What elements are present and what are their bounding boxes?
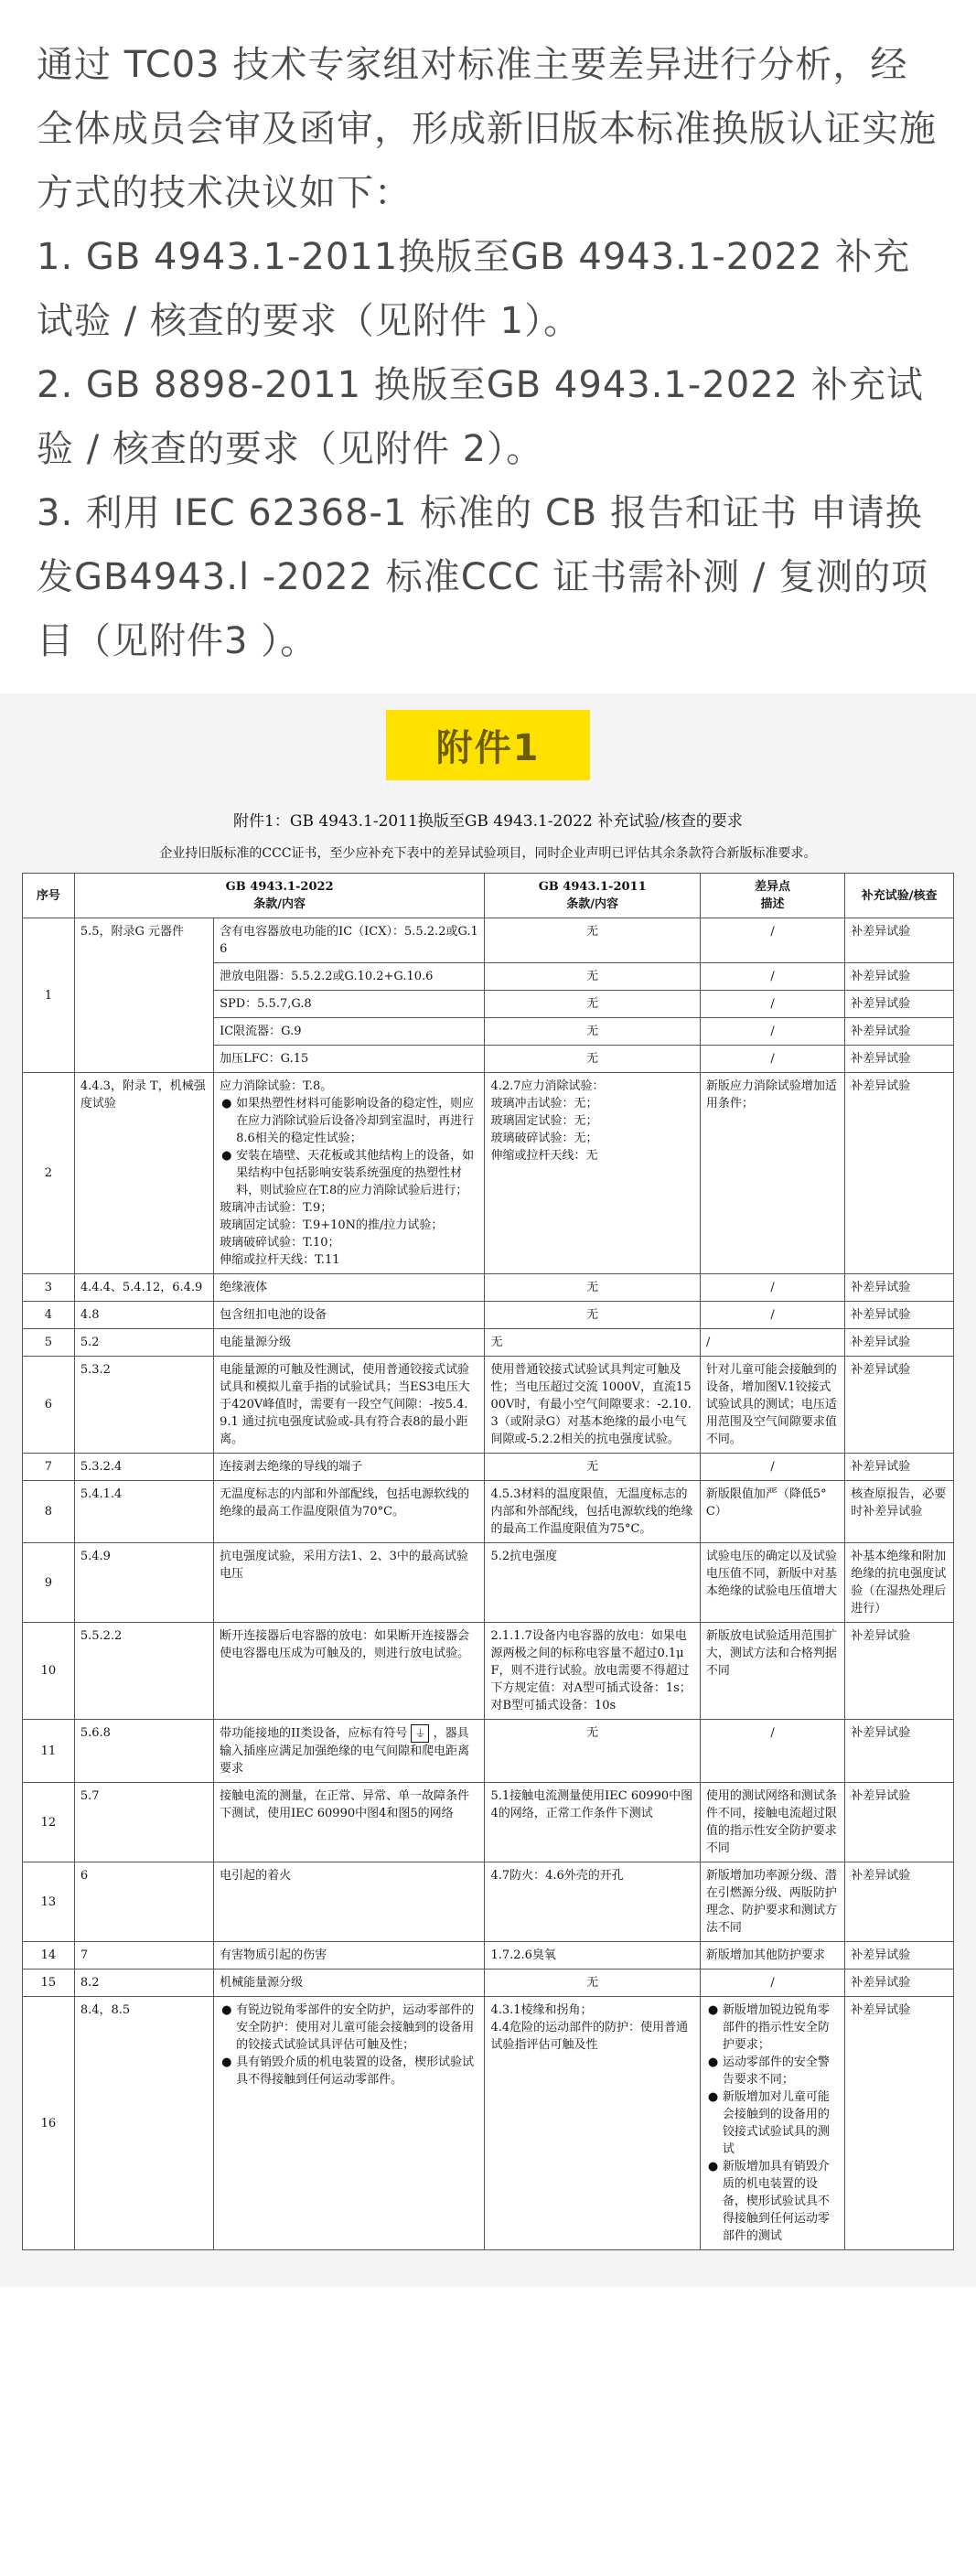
row-supp: 补差异试验: [845, 991, 954, 1018]
row-content: 抗电强度试验，采用方法1、2、3中的最高试验电压: [214, 1543, 485, 1623]
row-no: 16: [23, 1997, 75, 2250]
row-diff: /: [700, 1970, 844, 1997]
row-diff: /: [700, 1302, 844, 1329]
row-content: 电引起的着火: [214, 1862, 485, 1942]
row-content: IC限流器：G.9: [214, 1018, 485, 1046]
table-row: [23, 1783, 954, 1862]
row-supp: 补差异试验: [845, 918, 954, 963]
list-item: ● 新版增加对儿童可能会接触到的设备用的铰接式试验试具的测试: [707, 2090, 830, 2156]
list-item: ● 安装在墙壁、天花板或其他结构上的设备，如果结构中包括影响安装系统强度的热塑性材料，则试验应在T.8的应力消除试验后进行；: [221, 1149, 475, 1197]
row-diff: /: [700, 1329, 844, 1357]
list-item: ● 新版增加具有销毁介质的机电装置的设备，楔形试验试具不得接触到任何运动零部件的测试: [707, 2160, 830, 2243]
row-diff: 试验电压的确定以及试验电压值不同，新版中对基本绝缘的试验电压值增大: [700, 1543, 844, 1623]
intro-paragraph: 通过 TC03 技术专家组对标准主要差异进行分析，经全体成员会审及函审，形成新旧版本标准换版认证实施方式的技术决议如下：: [37, 44, 937, 214]
row-content: 包含纽扣电池的设备: [214, 1302, 485, 1329]
row-old: 无: [485, 1329, 700, 1357]
row-diff: 针对儿童可能会接触到的设备，增加图V.1铰接式试验试具的测试；电压适用范围及空气间隙要求值不同。: [700, 1357, 844, 1454]
row-supp: 补差异试验: [845, 1783, 954, 1862]
row-diff: /: [700, 991, 844, 1018]
row-content: [214, 1997, 485, 2250]
header-no: 序号: [23, 874, 75, 918]
row-supp: 补差异试验: [845, 963, 954, 991]
row-content: 加压LFC：G.15: [214, 1046, 485, 1073]
row-clause: 4.8: [74, 1302, 213, 1329]
row-content: 应力消除试验：T.8。 ● 如果热塑性材料可能影响设备的稳定性，则应在应力消除试验后设备冷却到室温时，再进行8.6相关的稳定性试验； ● 安装在墙壁、天花板或其他结构上的设备，如果结构中包括影响安装系统强度的热塑性材料，则试验应在T.8的应力消除试验后进行； 玻璃冲击试验：T.9； 玻璃固定试验：T.9+10N的推/拉力试验； 玻璃破碎试验：T.10； 伸缩或拉杆天线：T.11: [214, 1073, 485, 1274]
table-row: [23, 1073, 954, 1274]
row-diff: [700, 1997, 844, 2250]
table-row: [23, 1274, 954, 1302]
row-no: 14: [23, 1942, 75, 1970]
row-no: 11: [23, 1720, 75, 1783]
row-no: 3: [23, 1274, 75, 1302]
row-supp: 补差异试验: [845, 1046, 954, 1073]
row-content: 连接剥去绝缘的导线的端子: [214, 1454, 485, 1481]
row-no: 5: [23, 1329, 75, 1357]
row-diff: /: [700, 918, 844, 963]
row-content: 电能量源分级: [214, 1329, 485, 1357]
row-diff: /: [700, 1720, 844, 1783]
row-old: 无: [485, 918, 700, 963]
list-item: ● 运动零部件的安全警告要求不同；: [707, 2055, 830, 2087]
row-old: 无: [485, 1274, 700, 1302]
intro-item-3: 3. 利用 IEC 62368-1 标准的 CB 报告和证书 申请换发GB4943.l -2022 标准CCC 证书需补测 / 复测的项目（见附件3 ）。: [37, 492, 929, 662]
row-supp: 补差异试验: [845, 1862, 954, 1942]
row-content: 带功能接地的II类设备，应标有符号 ⏚ ，器具输入插座应满足加强绝缘的电气间隙和爬电距离要求: [214, 1720, 485, 1783]
row-diff: 新版增加功率源分级、潜在引燃源分级、两版防护理念、防护要求和测试方法不同: [700, 1862, 844, 1942]
row-no: 15: [23, 1970, 75, 1997]
list-item: ● 有锐边锐角零部件的安全防护，运动零部件的安全防护：使用对儿童可能会接触到的设备用的铰接式试验试具评估可触及性；: [221, 2003, 475, 2052]
table-row: [23, 1329, 954, 1357]
row-no: 6: [23, 1357, 75, 1454]
row-diff: 新版限值加严（降低5°C）: [700, 1481, 844, 1543]
row-old: 无: [485, 1018, 700, 1046]
row-no: 12: [23, 1783, 75, 1862]
attachment-banner: 附件1: [386, 710, 591, 780]
row-supp: 补差异试验: [845, 1329, 954, 1357]
table-row: [23, 918, 954, 963]
row-clause: 7: [74, 1942, 213, 1970]
row-old: 无: [485, 1046, 700, 1073]
row-clause: 8.4，8.5: [74, 1997, 213, 2250]
row-clause: 4.4.4、5.4.12，6.4.9: [74, 1274, 213, 1302]
row-supp: 补差异试验: [845, 1970, 954, 1997]
row-clause: 5.5，附录G 元器件: [74, 918, 213, 1073]
row-no: 7: [23, 1454, 75, 1481]
row-clause: 5.3.2.4: [74, 1454, 213, 1481]
row-supp: 补基本绝缘和附加绝缘的抗电强度试验（在湿热处理后进行）: [845, 1543, 954, 1623]
row-supp: 核查原报告，必要时补差异试验: [845, 1481, 954, 1543]
row-content: 机械能量源分级: [214, 1970, 485, 1997]
table-row: [23, 1623, 954, 1720]
table-row: [23, 1720, 954, 1783]
list-item: ● 具有销毁介质的机电装置的设备，楔形试验试具不得接触到任何运动零部件。: [221, 2055, 475, 2087]
intro-item-2: 2. GB 8898-2011 换版至GB 4943.1-2022 补充试验 / 核查的要求（见附件 2）。: [37, 364, 924, 470]
doc-title: 附件1：GB 4943.1-2011换版至GB 4943.1-2022 补充试验/核查的要求: [233, 812, 743, 831]
row-content: 泄放电阻器：5.5.2.2或G.10.2+G.10.6: [214, 963, 485, 991]
doc-note: 企业持旧版标准的CCC证书，至少应补充下表中的差异试验项目，同时企业声明已评估其余条款符合新版标准要求。: [159, 846, 817, 861]
table-row: [23, 1942, 954, 1970]
row-diff: 新版增加其他防护要求: [700, 1942, 844, 1970]
row-clause: 8.2: [74, 1970, 213, 1997]
row-supp: 补差异试验: [845, 1073, 954, 1274]
row-content: 断开连接器后电容器的放电：如果断开连接器会使电容器电压成为可触及的，则进行放电试验。: [214, 1623, 485, 1720]
table-row: [23, 1454, 954, 1481]
row-supp: 补差异试验: [845, 1720, 954, 1783]
row-clause: 4.4.3，附录 T，机械强度试验: [74, 1073, 213, 1274]
row-old: 4.2.7应力消除试验： 玻璃冲击试验：无； 玻璃固定试验：无； 玻璃破碎试验：无； 伸缩或拉杆天线：无: [485, 1073, 700, 1274]
row-supp: 补差异试验: [845, 1302, 954, 1329]
table-row: [23, 1302, 954, 1329]
row-no: 8: [23, 1481, 75, 1543]
row-old: 1.7.2.6臭氧: [485, 1942, 700, 1970]
row-diff: 使用的测试网络和测试条件不同，接触电流超过限值的指示性安全防护要求不同: [700, 1783, 844, 1862]
row-diff: /: [700, 1454, 844, 1481]
table-row: [23, 1481, 954, 1543]
table-row: [23, 1970, 954, 1997]
row-diff: /: [700, 963, 844, 991]
row-clause: 5.7: [74, 1783, 213, 1862]
row-clause: 5.3.2: [74, 1357, 213, 1454]
row-supp: 补差异试验: [845, 1357, 954, 1454]
list-item: ● 如果热塑性材料可能影响设备的稳定性，则应在应力消除试验后设备冷却到室温时，再进行8.6相关的稳定性试验；: [221, 1097, 475, 1145]
row-content: 含有电容器放电功能的IC（ICX）：5.5.2.2或G.16: [214, 918, 485, 963]
row-content: 无温度标志的内部和外部配线，包括电源软线的绝缘的最高工作温度限值为70°C。: [214, 1481, 485, 1543]
row-old: 无: [485, 991, 700, 1018]
intro-section: [0, 0, 976, 693]
row-clause: 5.5.2.2: [74, 1623, 213, 1720]
row-content: 接触电流的测量，在正常、异常、单一故障条件下测试，使用IEC 60990中图4和图5的网络: [214, 1783, 485, 1862]
requirements-table: [22, 873, 954, 2250]
row-supp: 补差异试验: [845, 1454, 954, 1481]
row-content: SPD：5.5.7,G.8: [214, 991, 485, 1018]
row-clause: 5.2: [74, 1329, 213, 1357]
row-no: 4: [23, 1302, 75, 1329]
row-no: 2: [23, 1073, 75, 1274]
row-no: 1: [23, 918, 75, 1073]
row-old: 5.2抗电强度: [485, 1543, 700, 1623]
row-old: 无: [485, 1720, 700, 1783]
row-old: 无: [485, 1454, 700, 1481]
row-old: 4.3.1棱缘和拐角； 4.4危险的运动部件的防护：使用普通试验指评估可触及性: [485, 1997, 700, 2250]
row-content: 有害物质引起的伤害: [214, 1942, 485, 1970]
row-old: 无: [485, 1302, 700, 1329]
row-old: 无: [485, 963, 700, 991]
row-clause: 5.4.9: [74, 1543, 213, 1623]
row-old: 无: [485, 1970, 700, 1997]
row-old: 4.5.3材料的温度限值，无温度标志的内部和外部配线，包括电源软线的绝缘的最高工作温度限值为75°C。: [485, 1481, 700, 1543]
row-old: 4.7防火：4.6外壳的开孔: [485, 1862, 700, 1942]
row-supp: 补差异试验: [845, 1274, 954, 1302]
row-clause: 6: [74, 1862, 213, 1942]
intro-item-1: 1. GB 4943.1-2011换版至GB 4943.1-2022 补充试验 / 核查的要求（见附件 1）。: [37, 236, 911, 342]
row-no: 13: [23, 1862, 75, 1942]
row-old: 2.1.1.7设备内电容器的放电：如果电源两极之间的标称电容量不超过0.1μF，则不进行试验。放电需要不得超过下方规定值：对A型可插式设备：1s；对B型可插式设备：10s: [485, 1623, 700, 1720]
row-no: 10: [23, 1623, 75, 1720]
row-diff: /: [700, 1046, 844, 1073]
attachment-scan: [0, 693, 976, 2287]
row-clause: 5.4.1.4: [74, 1481, 213, 1543]
row-no: 9: [23, 1543, 75, 1623]
table-header-row: [23, 874, 954, 918]
row-supp: 补差异试验: [845, 1623, 954, 1720]
row-diff: /: [700, 1274, 844, 1302]
row-clause: 5.6.8: [74, 1720, 213, 1783]
row-supp: 补差异试验: [845, 1018, 954, 1046]
row-diff: 新版放电试验适用范围扩大，测试方法和合格判据不同: [700, 1623, 844, 1720]
table-row: [23, 1357, 954, 1454]
row-supp: 补差异试验: [845, 1997, 954, 2250]
row-content: 绝缘液体: [214, 1274, 485, 1302]
row-old: 5.1接触电流测量使用IEC 60990中图4的网络，正常工作条件下测试: [485, 1783, 700, 1862]
row-diff: /: [700, 1018, 844, 1046]
row-diff: 新版应力消除试验增加适用条件；: [700, 1073, 844, 1274]
table-row: [23, 1543, 954, 1623]
functional-earth-symbol-icon: ⏚: [411, 1724, 429, 1743]
list-item: ● 新版增加锐边锐角零部件的指示性安全防护要求；: [707, 2003, 830, 2052]
header-old-std: GB 4943.1-2011 条款/内容: [485, 874, 700, 918]
table-row: [23, 1997, 954, 2250]
table-row: [23, 1862, 954, 1942]
header-supp: 补充试验/核查: [845, 874, 954, 918]
header-diff: 差异点 描述: [700, 874, 844, 918]
row-old: 使用普通铰接式试验试具判定可触及性；当电压超过交流 1000V，直流1500V时，有最小空气间隙要求：-2.10.3（或附录G）对基本绝缘的最小电气间隙或-5.2.2相关的抗电强度试验。: [485, 1357, 700, 1454]
header-new-std: GB 4943.1-2022 条款/内容: [74, 874, 485, 918]
row-supp: 补差异试验: [845, 1942, 954, 1970]
row-content: 电能量源的可触及性测试，使用普通铰接式试验试具和模拟儿童手指的试验试具；当ES3电压大于420V峰值时，需要有一段空气间隙：-按5.4.9.1 通过抗电强度试验或-具有符合表8的最小距离。: [214, 1357, 485, 1454]
